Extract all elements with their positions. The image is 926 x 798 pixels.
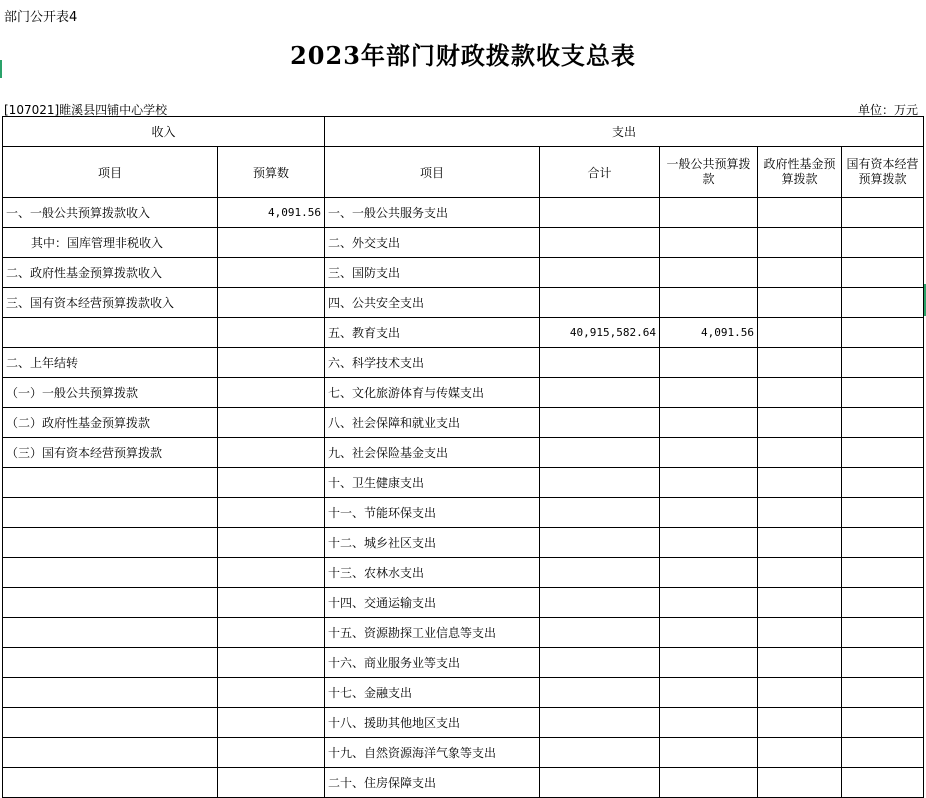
expense-item-cell[interactable]: 十九、自然资源海洋气象等支出: [325, 738, 540, 768]
income-budget-cell[interactable]: [218, 438, 325, 468]
table-row: [3, 618, 924, 648]
income-item-cell[interactable]: 二、上年结转: [3, 348, 218, 378]
income-budget-cell[interactable]: [218, 288, 325, 318]
expense-total-cell[interactable]: [540, 378, 660, 408]
income-budget-cell[interactable]: [218, 708, 325, 738]
state-capital-cell[interactable]: [842, 438, 924, 468]
income-budget-cell[interactable]: [218, 738, 325, 768]
income-item-cell[interactable]: [3, 588, 218, 618]
state-capital-cell[interactable]: [842, 768, 924, 798]
expense-item-cell[interactable]: 十八、援助其他地区支出: [325, 708, 540, 738]
gov-fund-cell[interactable]: [758, 588, 842, 618]
state-capital-cell[interactable]: [842, 498, 924, 528]
page-title: 2023年部门财政拨款收支总表: [290, 41, 636, 70]
gov-fund-cell[interactable]: [758, 468, 842, 498]
table-row: [3, 228, 924, 258]
expense-total-cell[interactable]: [540, 738, 660, 768]
table-row: [3, 318, 924, 348]
state-capital-cell[interactable]: [842, 588, 924, 618]
state-capital-cell[interactable]: [842, 708, 924, 738]
table-row: [3, 408, 924, 438]
income-item-cell[interactable]: [3, 468, 218, 498]
gov-fund-cell[interactable]: [758, 678, 842, 708]
expense-item-cell[interactable]: 十一、节能环保支出: [325, 498, 540, 528]
state-capital-cell[interactable]: [842, 528, 924, 558]
state-capital-cell[interactable]: [842, 258, 924, 288]
general-budget-cell[interactable]: [660, 678, 758, 708]
expense-total-cell[interactable]: [540, 348, 660, 378]
expense-item-cell[interactable]: 四、公共安全支出: [325, 288, 540, 318]
income-item-cell[interactable]: [3, 768, 218, 798]
income-budget-cell[interactable]: [218, 378, 325, 408]
gov-fund-cell[interactable]: [758, 378, 842, 408]
income-budget-cell[interactable]: [218, 258, 325, 288]
expense-item-cell[interactable]: 六、科学技术支出: [325, 348, 540, 378]
general-budget-cell[interactable]: [660, 528, 758, 558]
expense-total-cell[interactable]: [540, 468, 660, 498]
gov-fund-cell[interactable]: [758, 228, 842, 258]
expense-total-cell[interactable]: [540, 228, 660, 258]
income-item-cell[interactable]: [3, 558, 218, 588]
gov-fund-cell[interactable]: [758, 348, 842, 378]
income-budget-cell[interactable]: [218, 588, 325, 618]
gov-fund-cell[interactable]: [758, 438, 842, 468]
expense-item-cell[interactable]: 八、社会保障和就业支出: [325, 408, 540, 438]
col-income-budget[interactable]: 预算数: [218, 147, 325, 198]
income-budget-cell[interactable]: [218, 318, 325, 348]
income-item-cell[interactable]: [3, 618, 218, 648]
col-gov-fund[interactable]: 政府性基金预算拨款: [758, 147, 842, 198]
table-row: [3, 258, 924, 288]
table-row: [3, 498, 924, 528]
state-capital-cell[interactable]: [842, 678, 924, 708]
general-budget-cell[interactable]: [660, 588, 758, 618]
col-state-capital[interactable]: 国有资本经营预算拨款: [842, 147, 924, 198]
gov-fund-cell[interactable]: [758, 558, 842, 588]
income-item-cell[interactable]: [3, 528, 218, 558]
state-capital-cell[interactable]: [842, 738, 924, 768]
expense-total-cell[interactable]: [540, 588, 660, 618]
expense-item-cell[interactable]: 九、社会保险基金支出: [325, 438, 540, 468]
income-budget-cell[interactable]: [218, 228, 325, 258]
table-row: [3, 738, 924, 768]
general-budget-cell[interactable]: [660, 438, 758, 468]
state-capital-cell[interactable]: [842, 378, 924, 408]
table-row: [3, 438, 924, 468]
general-budget-cell[interactable]: [660, 648, 758, 678]
income-header[interactable]: 收入: [3, 117, 325, 147]
expense-item-cell[interactable]: 十二、城乡社区支出: [325, 528, 540, 558]
table-row: [3, 348, 924, 378]
table-row: [3, 378, 924, 408]
expense-total-cell[interactable]: [540, 258, 660, 288]
gov-fund-cell[interactable]: [758, 198, 842, 228]
state-capital-cell[interactable]: [842, 228, 924, 258]
expense-total-cell[interactable]: [540, 768, 660, 798]
income-budget-cell[interactable]: [218, 618, 325, 648]
expense-item-cell[interactable]: 三、国防支出: [325, 258, 540, 288]
income-item-cell[interactable]: （一）一般公共预算拨款: [3, 378, 218, 408]
income-budget-cell[interactable]: [218, 498, 325, 528]
table-row: [3, 468, 924, 498]
expense-total-cell[interactable]: 40,915,582.64: [540, 318, 660, 348]
state-capital-cell[interactable]: [842, 348, 924, 378]
expense-total-cell[interactable]: [540, 648, 660, 678]
state-capital-cell[interactable]: [842, 318, 924, 348]
expense-item-cell[interactable]: 十七、金融支出: [325, 678, 540, 708]
income-item-cell[interactable]: 三、国有资本经营预算拨款收入: [3, 288, 218, 318]
expense-item-cell[interactable]: 十三、农林水支出: [325, 558, 540, 588]
expense-total-cell[interactable]: [540, 408, 660, 438]
expense-item-cell[interactable]: 十五、资源勘探工业信息等支出: [325, 618, 540, 648]
general-budget-cell[interactable]: [660, 558, 758, 588]
gov-fund-cell[interactable]: [758, 738, 842, 768]
col-general-budget[interactable]: 一般公共预算拨款: [660, 147, 758, 198]
expense-item-cell[interactable]: 十、卫生健康支出: [325, 468, 540, 498]
table-row: [3, 588, 924, 618]
general-budget-cell[interactable]: [660, 258, 758, 288]
general-budget-cell[interactable]: [660, 708, 758, 738]
income-budget-cell[interactable]: [218, 648, 325, 678]
unit-label: 单位：万元: [857, 103, 918, 117]
income-item-cell[interactable]: [3, 678, 218, 708]
income-item-cell[interactable]: 一、一般公共预算拨款收入: [3, 198, 218, 228]
col-expense-total[interactable]: 合计: [540, 147, 660, 198]
income-item-cell[interactable]: 其中：国库管理非税收入: [3, 228, 218, 258]
general-budget-cell[interactable]: [660, 198, 758, 228]
organization-name: [107021]睢溪县四铺中心学校: [4, 103, 168, 117]
state-capital-cell[interactable]: [842, 618, 924, 648]
expense-item-cell[interactable]: 十四、交通运输支出: [325, 588, 540, 618]
general-budget-cell[interactable]: [660, 768, 758, 798]
expense-total-cell[interactable]: [540, 678, 660, 708]
budget-table: [2, 116, 924, 798]
income-item-cell[interactable]: [3, 648, 218, 678]
table-row: [3, 288, 924, 318]
table-row: [3, 528, 924, 558]
gov-fund-cell[interactable]: [758, 618, 842, 648]
income-budget-cell[interactable]: [218, 528, 325, 558]
expense-total-cell[interactable]: [540, 498, 660, 528]
income-budget-cell[interactable]: 4,091.56: [218, 198, 325, 228]
general-budget-cell[interactable]: [660, 378, 758, 408]
income-item-cell[interactable]: [3, 318, 218, 348]
state-capital-cell[interactable]: [842, 288, 924, 318]
gov-fund-cell[interactable]: [758, 648, 842, 678]
gov-fund-cell[interactable]: [758, 708, 842, 738]
state-capital-cell[interactable]: [842, 558, 924, 588]
income-budget-cell[interactable]: [218, 468, 325, 498]
expense-item-cell[interactable]: 二、外交支出: [325, 228, 540, 258]
general-budget-cell[interactable]: [660, 618, 758, 648]
general-budget-cell[interactable]: [660, 348, 758, 378]
state-capital-cell[interactable]: [842, 408, 924, 438]
general-budget-cell[interactable]: [660, 468, 758, 498]
income-budget-cell[interactable]: [218, 408, 325, 438]
expense-item-cell[interactable]: 二十、住房保障支出: [325, 768, 540, 798]
expense-total-cell[interactable]: [540, 618, 660, 648]
income-item-cell[interactable]: （二）政府性基金预算拨款: [3, 408, 218, 438]
expense-header[interactable]: 支出: [325, 117, 924, 147]
table-row: [3, 768, 924, 798]
expense-item-cell[interactable]: 七、文化旅游体育与传媒支出: [325, 378, 540, 408]
expense-total-cell[interactable]: [540, 708, 660, 738]
general-budget-cell[interactable]: [660, 738, 758, 768]
income-budget-cell[interactable]: [218, 678, 325, 708]
gov-fund-cell[interactable]: [758, 258, 842, 288]
state-capital-cell[interactable]: [842, 468, 924, 498]
gov-fund-cell[interactable]: [758, 288, 842, 318]
gov-fund-cell[interactable]: [758, 528, 842, 558]
table-row: [3, 198, 924, 228]
general-budget-cell[interactable]: 4,091.56: [660, 318, 758, 348]
general-budget-cell[interactable]: [660, 288, 758, 318]
general-budget-cell[interactable]: [660, 408, 758, 438]
expense-total-cell[interactable]: [540, 528, 660, 558]
gov-fund-cell[interactable]: [758, 318, 842, 348]
income-item-cell[interactable]: [3, 498, 218, 528]
table-row: [3, 678, 924, 708]
state-capital-cell[interactable]: [842, 198, 924, 228]
expense-total-cell[interactable]: [540, 558, 660, 588]
form-label: 部门公开表4: [4, 10, 78, 25]
state-capital-cell[interactable]: [842, 648, 924, 678]
col-expense-item[interactable]: 项目: [325, 147, 540, 198]
expense-item-cell[interactable]: 一、一般公共服务支出: [325, 198, 540, 228]
income-budget-cell[interactable]: [218, 768, 325, 798]
table-row: [3, 558, 924, 588]
income-budget-cell[interactable]: [218, 348, 325, 378]
col-income-item[interactable]: 项目: [3, 147, 218, 198]
income-item-cell[interactable]: [3, 708, 218, 738]
general-budget-cell[interactable]: [660, 498, 758, 528]
income-item-cell[interactable]: 二、政府性基金预算拨款收入: [3, 258, 218, 288]
expense-item-cell[interactable]: 五、教育支出: [325, 318, 540, 348]
income-item-cell[interactable]: [3, 738, 218, 768]
expense-total-cell[interactable]: [540, 438, 660, 468]
general-budget-cell[interactable]: [660, 228, 758, 258]
gov-fund-cell[interactable]: [758, 768, 842, 798]
table-row: [3, 708, 924, 738]
expense-item-cell[interactable]: 十六、商业服务业等支出: [325, 648, 540, 678]
income-budget-cell[interactable]: [218, 558, 325, 588]
expense-total-cell[interactable]: [540, 288, 660, 318]
expense-total-cell[interactable]: [540, 198, 660, 228]
gov-fund-cell[interactable]: [758, 498, 842, 528]
table-row: [3, 648, 924, 678]
gov-fund-cell[interactable]: [758, 408, 842, 438]
income-item-cell[interactable]: （三）国有资本经营预算拨款: [3, 438, 218, 468]
